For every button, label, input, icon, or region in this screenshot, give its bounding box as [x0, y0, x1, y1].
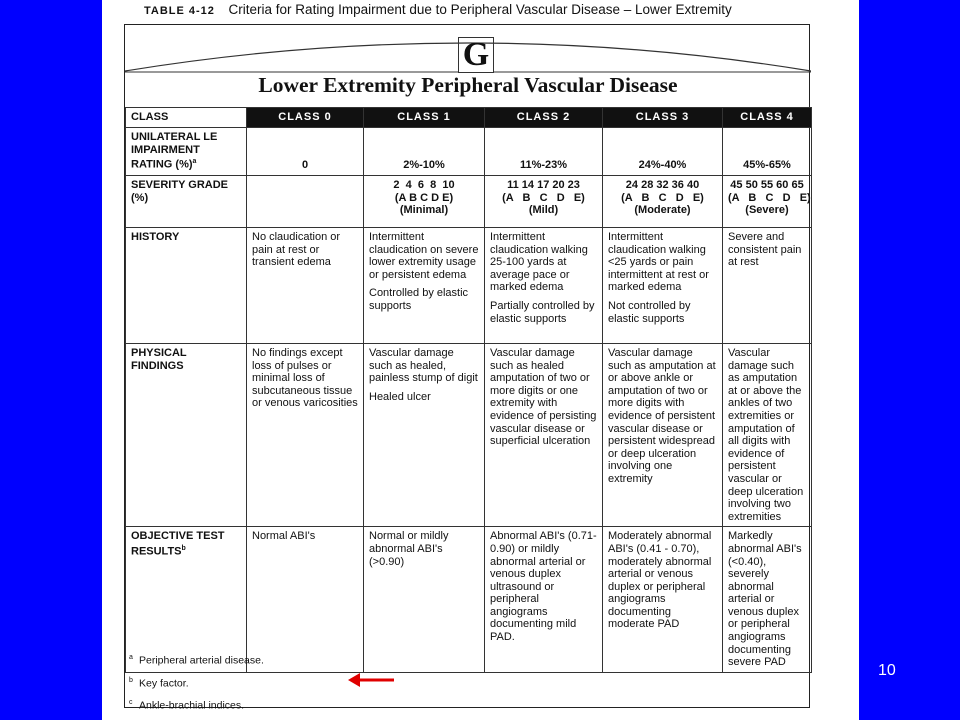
- objective-cell: Normal or mildly abnormal ABI's (>0.90): [364, 527, 485, 673]
- impairment-table: [125, 107, 812, 673]
- impairment-label: UNILATERAL LE IMPAIRMENT RATING (%)$^a$: [126, 128, 247, 176]
- objective-cell: Abnormal ABI's (0.71-0.90) or mildly abnormal arterial or venous duplex ultrasound or peripheral angiograms documenting mild PAD.: [485, 527, 603, 673]
- history-row: [126, 228, 812, 344]
- objective-test-label: OBJECTIVE TEST RESULTS$^b$: [126, 527, 247, 673]
- objective-cell: Normal ABI's: [247, 527, 364, 673]
- history-cell: Severe and consistent pain at rest: [723, 228, 812, 344]
- physical-cell: Vascular damage such as healed amputation of two or more digits or one extremity with evidence of persisting vascular disease or superficial ulceration: [485, 344, 603, 527]
- severity-cell: 2 4 6 8 10 (A B C D E) (Minimal): [364, 176, 485, 228]
- impairment-value: 24%-40%: [603, 128, 723, 176]
- physical-cell: Vascular damage such as amputation at or above ankle or amputation of two or more digits with evidence of persistent vascular disease or persistent widespread or deep ulceration involving one extremity: [603, 344, 723, 527]
- table-title: [144, 2, 732, 17]
- footnotes: [129, 652, 264, 720]
- severity-cell: 11 14 17 20 23 (A B C D E) (Mild): [485, 176, 603, 228]
- class-1-header: CLASS 1: [364, 108, 485, 128]
- table-frame: [124, 24, 811, 712]
- impairment-value: 0: [247, 128, 364, 176]
- objective-cell: Moderately abnormal ABI's (0.41 - 0.70), moderately abnormal arterial or venous duplex or peripheral angiograms documenting moderate PAD: [603, 527, 723, 673]
- class-0-header: CLASS 0: [247, 108, 364, 128]
- severity-cell: 45 50 55 60 65 (A B C D E) (Severe): [723, 176, 812, 228]
- footnote: c Ankle-brachial indices.: [129, 699, 245, 712]
- footnote: b Key factor.: [129, 676, 189, 689]
- severity-cell: 24 28 32 36 40 (A B C D E) (Moderate): [603, 176, 723, 228]
- class-4-header: CLASS 4: [723, 108, 812, 128]
- history-label: HISTORY: [126, 228, 247, 344]
- footnote: a Peripheral arterial disease.: [129, 654, 264, 667]
- banner-title: Lower Extremity Peripheral Vascular Disease: [258, 73, 678, 97]
- class-row: [126, 108, 812, 128]
- objective-test-row: [126, 527, 812, 673]
- impairment-value: 11%-23%: [485, 128, 603, 176]
- physical-findings-label: PHYSICAL FINDINGS: [126, 344, 247, 527]
- history-cell: Intermittent claudication walking 25-100 yards at average pace or marked edema Partially controlled by elastic supports: [485, 228, 603, 344]
- class-3-header: CLASS 3: [603, 108, 723, 128]
- severity-cell: [247, 176, 364, 228]
- history-cell: Intermittent claudication walking <25 yards or pain intermittent at rest or marked edema Not controlled by elastic supports: [603, 228, 723, 344]
- class-2-header: CLASS 2: [485, 108, 603, 128]
- severity-label: SEVERITY GRADE (%): [126, 176, 247, 228]
- guides-logo: G: [458, 37, 494, 73]
- impairment-row: [126, 128, 812, 176]
- impairment-value: 45%-65%: [723, 128, 812, 176]
- red-arrow-icon: [348, 672, 394, 688]
- table-number: TABLE 4-12: [144, 5, 215, 17]
- scanned-table-page: [102, 0, 859, 720]
- history-cell: No claudication or pain at rest or transient edema: [247, 228, 364, 344]
- physical-cell: No findings except loss of pulses or minimal loss of subcutaneous tissue or venous varicosities: [247, 344, 364, 527]
- table-title-text: Criteria for Rating Impairment due to Peripheral Vascular Disease – Lower Extremity: [228, 2, 732, 17]
- history-cell: Intermittent claudication on severe lower extremity usage or persistent edema Controlled by elastic supports: [364, 228, 485, 344]
- objective-cell: Markedly abnormal ABI's (<0.40), severely abnormal arterial or venous duplex or peripheral angiograms documenting severe PAD: [723, 527, 812, 673]
- slide-page-number: 10: [878, 662, 896, 679]
- class-label: CLASS: [126, 108, 247, 128]
- severity-row: [126, 176, 812, 228]
- physical-cell: Vascular damage such as healed, painless stump of digit Healed ulcer: [364, 344, 485, 527]
- physical-cell: Vascular damage such as amputation at or above the ankles of two extremities or amputation of all digits with evidence of persistent vascular or deep ulceration involving two extremities: [723, 344, 812, 527]
- physical-findings-row: [126, 344, 812, 527]
- impairment-value: 2%-10%: [364, 128, 485, 176]
